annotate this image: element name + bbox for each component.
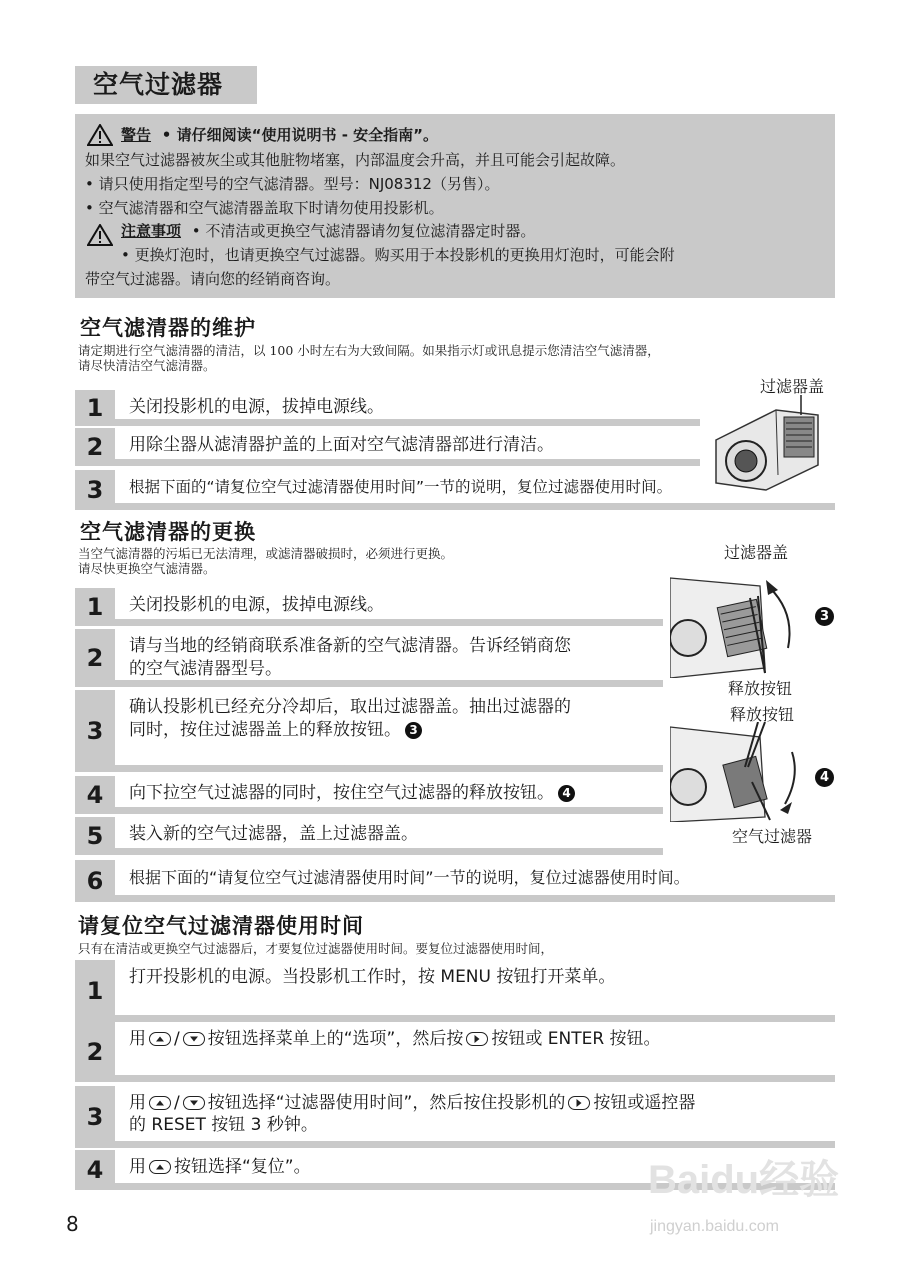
down-button-icon <box>183 1032 205 1046</box>
right-button-icon <box>466 1032 488 1046</box>
step-text: 用 <box>129 1029 146 1049</box>
projector-illustration <box>706 395 826 495</box>
fig-cover-label: 过滤器盖 <box>724 543 789 562</box>
step-text: 根据下面的“请复位空气过滤清器使用时间”一节的说明，复位过滤器使用时间。 <box>129 868 690 887</box>
repl-step-4 <box>75 776 663 814</box>
step-text: 根据下面的“请复位空气过滤清器使用时间”一节的说明，复位过滤器使用时间。 <box>129 478 673 496</box>
step-number: 3 <box>75 470 115 510</box>
step-number: 4 <box>75 776 115 814</box>
filter-removal-illustration <box>670 722 810 822</box>
step-text: 按钮选择菜单上的“选项”，然后按 <box>207 1029 464 1049</box>
step-text: 按钮选择“过滤器使用时间”，然后按住投影机的 <box>207 1093 566 1113</box>
step-text: 确认投影机已经充分冷却后，取出过滤器盖。抽出过滤器的 <box>129 697 571 717</box>
repl-step-2 <box>75 629 663 687</box>
step-number: 3 <box>75 690 115 772</box>
caution-line3: 带空气过滤器。请向您的经销商咨询。 <box>85 270 341 288</box>
step-number: 4 <box>75 1150 115 1190</box>
repl-step-6 <box>75 860 835 902</box>
maintenance-intro-2: 请尽快清洁空气滤清器。 <box>78 358 216 373</box>
warning-line2: 如果空气过滤器被灰尘或其他脏物堵塞，内部温度会升高，并且可能会引起故障。 <box>85 151 626 169</box>
step-text: 装入新的空气过滤器，盖上过滤器盖。 <box>129 824 418 844</box>
caution-label: 注意事项 <box>121 222 182 240</box>
step-text: 请与当地的经销商联系准备新的空气滤清器。告诉经销商您 <box>129 636 571 656</box>
fig-marker-3: 3 <box>815 607 834 626</box>
down-button-icon <box>183 1096 205 1110</box>
step-text: 关闭投影机的电源，拔掉电源线。 <box>129 397 384 417</box>
warning-line3: • 请只使用指定型号的空气滤清器。型号：NJ08312（另售）。 <box>85 175 500 193</box>
marker-3: 3 <box>405 722 422 739</box>
reset-step-1 <box>75 960 835 1022</box>
up-button-icon <box>149 1096 171 1110</box>
right-button-icon <box>568 1096 590 1110</box>
step-number: 5 <box>75 817 115 855</box>
step-text: 按钮或遥控器 <box>593 1093 696 1113</box>
step-text: 按钮或 ENTER 按钮。 <box>491 1029 661 1049</box>
step-number: 1 <box>75 390 115 426</box>
step-text: 用除尘器从滤清器护盖的上面对空气滤清器部进行清洁。 <box>129 435 554 455</box>
marker-4: 4 <box>558 785 575 802</box>
step-number: 2 <box>75 629 115 687</box>
maint-step-1 <box>75 390 700 426</box>
warning-line1: • 请仔细阅读“使用说明书 - 安全指南”。 <box>161 126 438 144</box>
step-number: 6 <box>75 860 115 902</box>
step-text: 关闭投影机的电源，拔掉电源线。 <box>129 595 384 615</box>
fig-marker-4: 4 <box>815 768 834 787</box>
reset-step-3 <box>75 1086 835 1148</box>
caution-line2: • 更换灯泡时，也请更换空气过滤器。购买用于本投影机的更换用灯泡时，可能会附 <box>121 246 675 264</box>
fig-release-label-1: 释放按钮 <box>728 679 793 698</box>
maintenance-heading: 空气滤清器的维护 <box>80 316 256 340</box>
fig-release-label-2: 释放按钮 <box>730 705 795 724</box>
replacement-intro-2: 请尽快更换空气滤清器。 <box>78 561 216 576</box>
warning-box <box>75 114 835 298</box>
watermark-url: jingyan.baidu.com <box>650 1218 779 1235</box>
reset-step-2 <box>75 1022 835 1082</box>
step-text: 用 <box>129 1157 146 1177</box>
step-number: 1 <box>75 960 115 1022</box>
step-text-line2: 同时，按住过滤器盖上的释放按钮。 <box>129 720 401 740</box>
warning-label: 警告 <box>121 126 152 144</box>
step-number: 2 <box>75 1022 115 1082</box>
step-text-line2: 的空气滤清器型号。 <box>129 659 282 679</box>
repl-step-5 <box>75 817 663 855</box>
maint-step-2 <box>75 428 700 466</box>
page-number: 8 <box>66 1212 79 1236</box>
replacement-intro-1: 当空气滤清器的污垢已无法清理，或滤清器破损时，必须进行更换。 <box>78 546 454 561</box>
repl-step-3 <box>75 690 663 772</box>
filter-cover-removal-illustration <box>670 568 810 678</box>
step-number: 2 <box>75 428 115 466</box>
step-text: 向下拉空气过滤器的同时，按住空气过滤器的释放按钮。 <box>129 783 554 803</box>
reset-heading: 请复位空气过滤清器使用时间 <box>78 914 364 938</box>
watermark: Baidu经验 <box>648 1158 840 1202</box>
replacement-heading: 空气滤清器的更换 <box>80 520 256 544</box>
maintenance-intro-1: 请定期进行空气滤清器的清洁，以 100 小时左右为大致间隔。如果指示灯或讯息提示您清洁空气滤清器， <box>78 343 660 358</box>
step-number: 1 <box>75 588 115 626</box>
warning-line4: • 空气滤清器和空气滤清器盖取下时请勿使用投影机。 <box>85 199 444 217</box>
step-number: 3 <box>75 1086 115 1148</box>
warning-icon <box>87 124 113 146</box>
step-text: 用 <box>129 1093 146 1113</box>
fig-filter-label: 空气过滤器 <box>732 827 813 846</box>
filter-cover-label: 过滤器盖 <box>760 377 825 396</box>
step-text: 按钮选择“复位”。 <box>174 1157 311 1177</box>
slash: / <box>174 1093 180 1113</box>
step-text-line2: 的 RESET 按钮 3 秒钟。 <box>129 1115 318 1135</box>
page-title: 空气过滤器 <box>75 66 257 104</box>
up-button-icon <box>149 1032 171 1046</box>
reset-intro: 只有在清洁或更换空气过滤器后，才要复位过滤器使用时间。要复位过滤器使用时间， <box>78 941 554 956</box>
step-text: 打开投影机的电源。当投影机工作时，按 MENU 按钮打开菜单。 <box>129 967 616 987</box>
repl-step-1 <box>75 588 663 626</box>
caution-line1: • 不清洁或更换空气滤清器请勿复位滤清器定时器。 <box>191 222 536 240</box>
slash: / <box>174 1029 180 1049</box>
caution-icon <box>87 224 113 246</box>
up-button-icon <box>149 1160 171 1174</box>
